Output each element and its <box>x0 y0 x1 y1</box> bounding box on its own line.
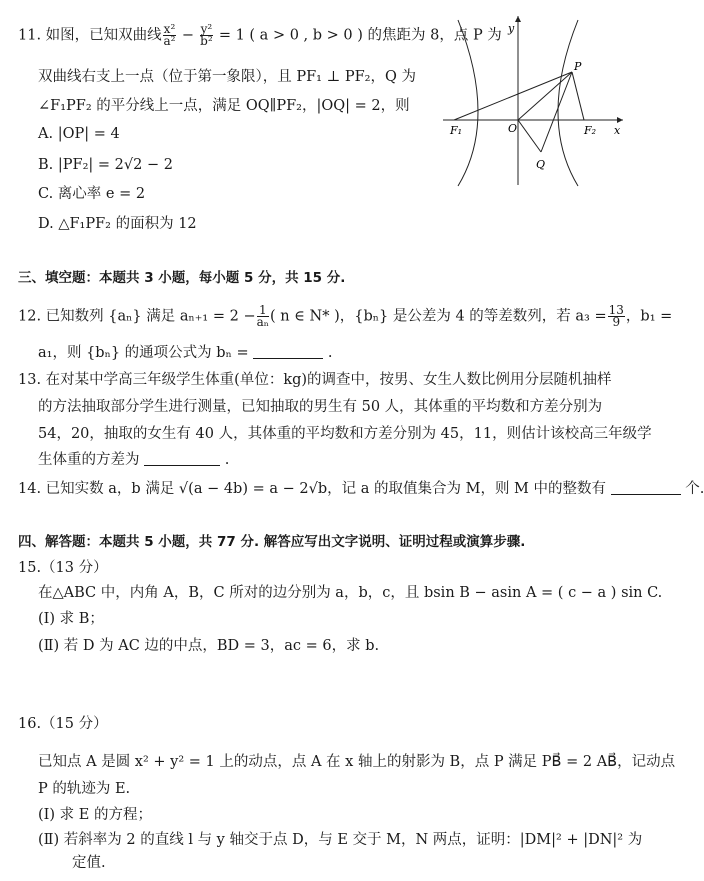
q11-line-3: ∠F₁PF₂ 的平分线上一点，满足 OQ∥PF₂，|OQ| = 2，则 <box>38 98 410 114</box>
figure-label-f2: F₂ <box>584 124 597 137</box>
q11-line-2: 双曲线右支上一点（位于第一象限），且 PF₁ ⊥ PF₂，Q 为 <box>38 69 416 85</box>
figure-label-f1: F₁ <box>450 124 463 137</box>
q12-line-2 <box>38 343 332 363</box>
figure-label-p: P <box>574 60 582 73</box>
q12-line-1 <box>18 305 672 328</box>
q13-answer-blank <box>144 451 220 466</box>
q11-option-a: A. |OP| = 4 <box>38 126 120 142</box>
q11-option-c: C. 离心率 e = 2 <box>38 186 146 202</box>
q14-text-a: 14. 已知实数 a，b 满足 √(a − 4b) = a − 2√b，记 a 的取值集合为 M，则 M 中的整数有 <box>18 481 607 497</box>
q12-line2-a: a₁，则 {bₙ} 的通项公式为 bₙ = <box>38 345 249 361</box>
q11-line1-a: 11. 如图，已知双曲线 <box>18 27 162 44</box>
q13-line4-a: 生体重的方差为 <box>38 452 140 468</box>
figure-label-y: y <box>508 22 515 35</box>
section-4-heading: 四、解答题：本题共 5 小题，共 77 分. 解答应写出文字说明、证明过程或演算步骤. <box>18 534 526 550</box>
q12-text-b: ( n ∈ N* )，{bₙ} 是公差为 4 的等差数列，若 a₃ = <box>269 308 607 325</box>
q15-statement: 在△ABC 中，内角 A，B，C 所对的边分别为 a，b，c，且 bsin B − asin A = ( c − a ) sin C. <box>38 585 663 601</box>
q15-part-1: (Ⅰ) 求 B； <box>38 611 104 627</box>
q11-line1-b: = 1 ( a > 0 , b > 0 ) 的焦距为 8，点 P 为 <box>214 27 502 44</box>
q13-line-2: 的方法抽取部分学生进行测量，已知抽取的男生有 50 人，其体重的平均数和方差分别为 <box>38 399 603 415</box>
q16-statement-1: 已知点 A 是圆 x² + y² = 1 上的动点，点 A 在 x 轴上的射影为 B，点 P 满足 PB⃗ = 2 AB⃗，记动点 <box>38 754 676 770</box>
figure-label-x: x <box>614 124 621 137</box>
q12-text-c: ，b₁ = <box>625 308 673 325</box>
q13-line-1: 13. 在对某中学高三年级学生体重(单位：kg)的调查中，按男、女生人数比例用分层随机抽样 <box>18 372 612 388</box>
q14-text-b: 个. <box>685 481 704 497</box>
figure-label-o: O <box>508 122 518 135</box>
section-3-heading: 三、填空题：本题共 3 小题，每小题 5 分，共 15 分. <box>18 270 346 286</box>
q16-part-1: (Ⅰ) 求 E 的方程； <box>38 807 152 823</box>
q12-line2-b: . <box>327 345 333 361</box>
q13-line-3: 54，20，抽取的女生有 40 人，其体重的平均数和方差分别为 45，11，则估计该校高三年级学 <box>38 426 652 442</box>
q13-line-4 <box>38 450 229 470</box>
q11-minus: − <box>177 27 199 44</box>
q14-line <box>18 479 704 499</box>
q15-heading: 15.（13 分） <box>18 560 108 576</box>
figure-label-q: Q <box>536 158 546 171</box>
q16-part-3: 定值. <box>72 855 106 871</box>
q11-option-d: D. △F₁PF₂ 的面积为 12 <box>38 216 197 232</box>
q16-part-2: (Ⅱ) 若斜率为 2 的直线 l 与 y 轴交于点 D，与 E 交于 M，N 两点，证明：|DM|² + |DN|² 为 <box>38 832 643 848</box>
hyperbola-figure <box>438 10 628 190</box>
q12-fraction-2: $\frac{13}{9}$ <box>608 303 624 329</box>
q12-answer-blank <box>253 344 323 359</box>
q12-fraction-1: $\frac{1}{\text{aₙ}}$ <box>256 303 269 329</box>
hyperbola-y-fraction: $\frac{\text{y²}}{\text{b²}}$ <box>200 22 213 48</box>
q12-text-a: 12. 已知数列 {aₙ} 满足 aₙ₊₁ = 2 − <box>18 308 256 325</box>
q15-part-2: (Ⅱ) 若 D 为 AC 边的中点，BD = 3，ac = 6，求 b. <box>38 638 380 654</box>
q16-statement-2: P 的轨迹为 E. <box>38 781 131 797</box>
q11-line-1 <box>18 24 502 47</box>
hyperbola-x-fraction: $\frac{\text{x²}}{\text{a²}}$ <box>163 22 176 48</box>
q14-answer-blank <box>611 480 681 495</box>
q11-option-b: B. |PF₂| = 2√2 − 2 <box>38 157 173 173</box>
q13-line4-b: . <box>224 452 230 468</box>
q16-heading: 16.（15 分） <box>18 716 108 732</box>
